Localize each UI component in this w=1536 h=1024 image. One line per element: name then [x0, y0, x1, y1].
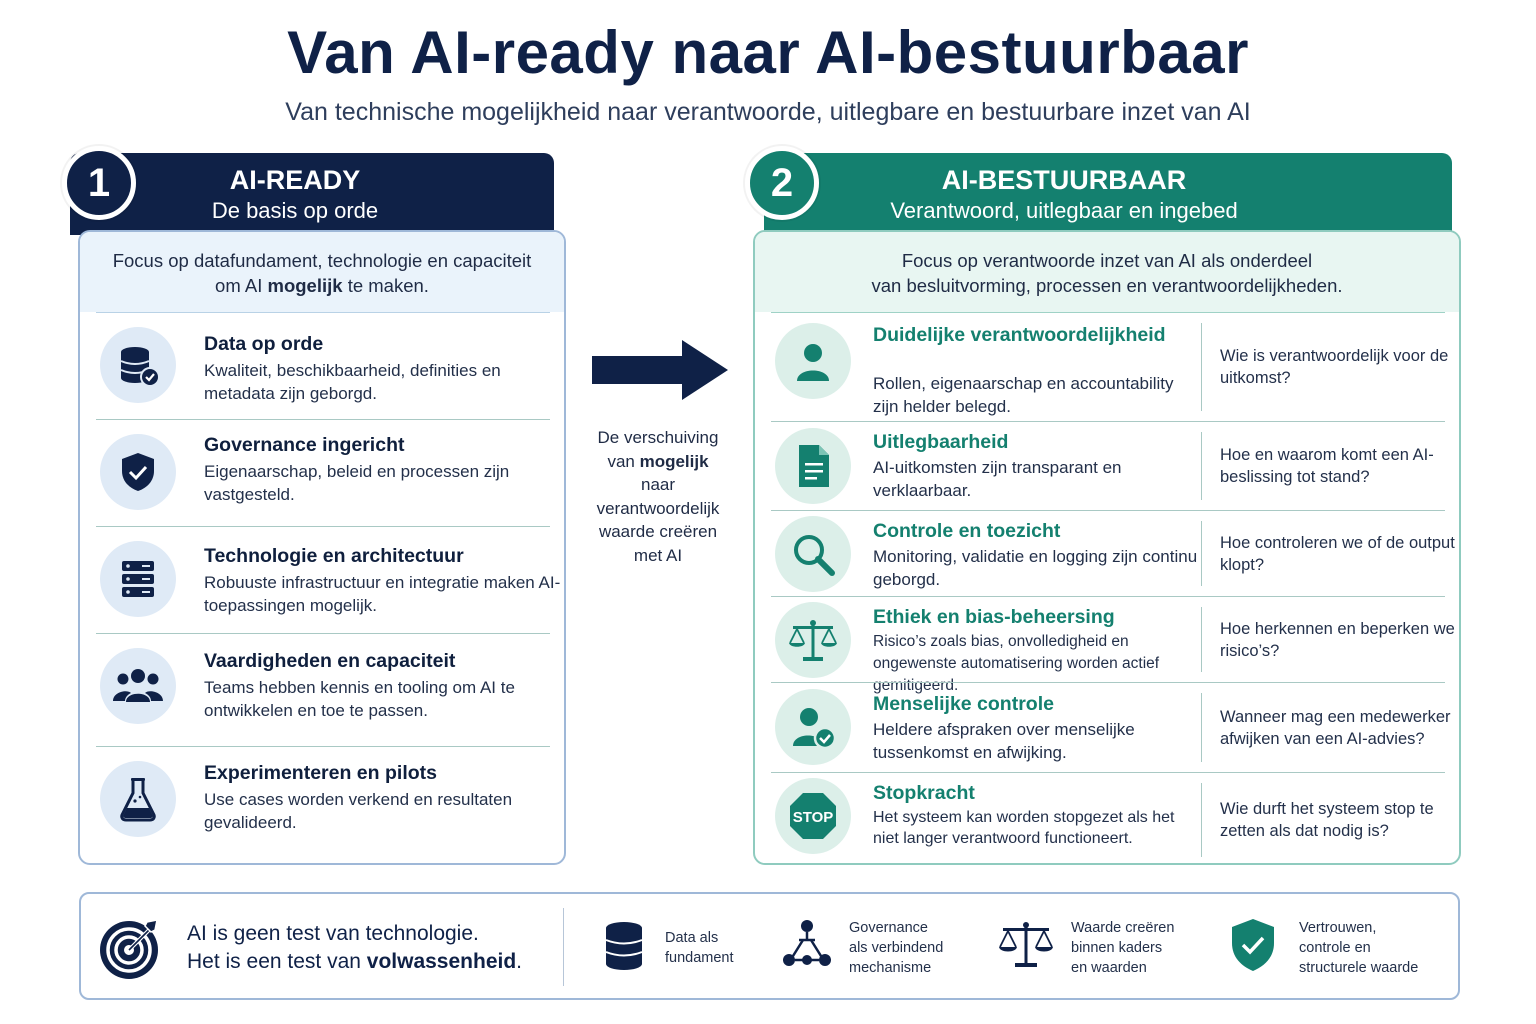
focus-text: om AI	[215, 275, 268, 296]
item-desc: Kwaliteit, beschikbaarheid, definities en metadata zijn geborgd.	[204, 361, 501, 403]
shift-line: waarde creëren	[598, 522, 718, 541]
person-check-icon	[775, 689, 851, 765]
stop-sign-icon	[775, 778, 851, 854]
conclusion-text	[187, 920, 522, 976]
person-icon	[775, 323, 851, 399]
item-question: Wanneer mag een medewerker afwijken van een AI-advies?	[1201, 693, 1461, 762]
list-item	[771, 596, 1455, 694]
scales-icon	[997, 918, 1055, 975]
list-item	[96, 312, 550, 419]
list-item	[96, 419, 550, 526]
item-question: Hoe controleren we of de output klopt?	[1201, 521, 1461, 586]
item-title: Experimenteren en pilots	[204, 762, 437, 784]
magnifier-icon	[775, 516, 851, 592]
team-icon	[100, 648, 176, 724]
item-title: Data op orde	[204, 333, 324, 355]
list-item	[771, 772, 1445, 865]
summary-text	[1299, 918, 1418, 978]
item-question: Hoe herkennen en beperken we risico’s?	[1201, 607, 1461, 672]
stop-sign-text: STOP	[792, 809, 834, 826]
summary-line: mechanisme	[849, 960, 932, 976]
summary-text	[665, 928, 734, 968]
item-title: Ethiek en bias-beheersing	[873, 606, 1115, 628]
network-icon	[779, 916, 835, 977]
conclusion-line: Het is een test van	[187, 950, 367, 973]
ai-bestuurbaar-title: AI-BESTUURBAAR	[941, 165, 1187, 195]
item-desc: Heldere afspraken over menselijke tussenkomst en afwijking.	[873, 720, 1135, 762]
conclusion-bold: volwassenheid	[366, 950, 517, 973]
item-desc: Use cases worden verkend en resultaten gevalideerd.	[204, 790, 513, 832]
target-icon	[99, 916, 163, 985]
summary-line: als verbindend	[849, 940, 944, 956]
ai-ready-focus	[80, 232, 564, 312]
ai-ready-title: AI-READY	[229, 165, 361, 195]
summary-text	[1071, 918, 1174, 978]
step-1-badge: 1	[62, 146, 136, 220]
summary-item	[601, 894, 761, 1002]
focus-text: van besluitvorming, processen en verantwoordelijkheden.	[871, 275, 1343, 296]
summary-item	[779, 894, 979, 1002]
focus-text: Focus op verantwoorde inzet van AI als onderdeel	[901, 250, 1313, 271]
summary-line: Waarde creëren	[1071, 920, 1175, 936]
item-desc: Robuuste infrastructuur en integratie maken AI-toepassingen mogelijk.	[204, 573, 561, 615]
page-subtitle: Van technische mogelijkheid naar verantwoorde, uitlegbare en bestuurbare inzet van AI	[285, 98, 1251, 126]
summary-line: Vertrouwen,	[1299, 920, 1377, 936]
server-icon	[100, 541, 176, 617]
summary-line: controle en	[1299, 940, 1371, 956]
ai-ready-panel	[78, 230, 566, 865]
ai-bestuurbaar-header	[764, 153, 1452, 235]
shift-text	[583, 426, 733, 567]
shift-line: naar	[640, 475, 676, 494]
focus-text: te maken.	[342, 275, 429, 296]
item-title: Uitlegbaarheid	[873, 431, 1009, 453]
list-item	[96, 633, 550, 746]
scales-icon	[775, 602, 851, 678]
shift-line: van	[607, 451, 640, 471]
focus-bold: mogelijk	[267, 275, 343, 296]
conclusion-line: .	[516, 950, 522, 973]
list-item	[771, 312, 1449, 421]
item-title: Menselijke controle	[873, 693, 1054, 715]
item-desc: Het systeem kan worden stopgezet als het niet langer verantwoord functioneert.	[873, 809, 1175, 847]
summary-item	[1227, 894, 1447, 1002]
list-item	[96, 746, 550, 865]
database-icon	[603, 920, 645, 977]
summary-text	[849, 918, 943, 978]
shield-check-icon	[1227, 916, 1279, 979]
item-desc: Eigenaarschap, beleid en processen zijn vastgesteld.	[204, 462, 510, 504]
ai-ready-header	[70, 153, 554, 235]
item-desc: Risico’s zoals bias, onvolledigheid en ongewenste automatisering worden actief gemitigeerd.	[873, 633, 1160, 694]
summary-item	[997, 894, 1197, 1002]
item-title: Duidelijke verantwoordelijkheid	[873, 324, 1166, 346]
ai-bestuurbaar-focus	[755, 232, 1459, 312]
summary-line: binnen kaders	[1071, 940, 1163, 956]
step-2-badge: 2	[745, 146, 819, 220]
list-item	[771, 682, 1451, 772]
ai-bestuurbaar-subtitle: Verantwoord, uitlegbaar en ingebed	[890, 198, 1238, 223]
item-question: Wie durft het systeem stop te zetten als dat nodig is?	[1201, 783, 1461, 857]
item-title: Vaardigheden en capaciteit	[204, 650, 456, 672]
item-title: Stopkracht	[873, 782, 975, 804]
ai-ready-subtitle: De basis op orde	[211, 198, 379, 223]
database-check-icon	[100, 327, 176, 403]
item-question: Wie is verantwoordelijk voor de uitkomst?	[1201, 323, 1461, 411]
summary-line: en waarden	[1071, 960, 1147, 976]
list-item	[771, 421, 1445, 510]
flask-icon	[100, 761, 176, 837]
item-desc: Rollen, eigenaarschap en accountability zijn helder belegd.	[873, 374, 1174, 416]
summary-line: fundament	[665, 950, 734, 966]
item-question: Hoe en waarom komt een AI-beslissing tot stand?	[1201, 432, 1461, 500]
focus-text: Focus op datafundament, technologie en capaciteit	[112, 250, 532, 271]
shield-check-icon	[100, 434, 176, 510]
shift-line: De verschuiving	[597, 428, 719, 447]
shift-line: verantwoordelijk	[596, 498, 720, 518]
summary-line: Data als	[665, 930, 719, 946]
item-desc: AI-uitkomsten zijn transparant en verklaarbaar.	[873, 458, 1122, 500]
item-title: Technologie en architectuur	[204, 545, 464, 567]
ai-bestuurbaar-panel	[753, 230, 1461, 865]
page-title: Van AI-ready naar AI-bestuurbaar	[287, 19, 1249, 86]
document-icon	[775, 428, 851, 504]
summary-line: structurele waarde	[1299, 960, 1419, 976]
divider	[563, 908, 564, 986]
summary-line: Governance	[849, 920, 928, 936]
conclusion-line: AI is geen test van technologie.	[187, 922, 479, 945]
conclusion-bar	[79, 892, 1460, 1000]
list-item	[96, 526, 561, 633]
item-title: Governance ingericht	[204, 434, 405, 456]
item-title: Controle en toezicht	[873, 520, 1061, 542]
shift-line: met AI	[633, 545, 683, 565]
list-item	[771, 510, 1455, 596]
item-desc: Monitoring, validatie en logging zijn continu geborgd.	[873, 547, 1198, 589]
arrow-right-icon	[590, 338, 730, 402]
item-desc: Teams hebben kennis en tooling om AI te ontwikkelen en toe te passen.	[204, 678, 515, 720]
shift-bold: mogelijk	[639, 451, 709, 471]
